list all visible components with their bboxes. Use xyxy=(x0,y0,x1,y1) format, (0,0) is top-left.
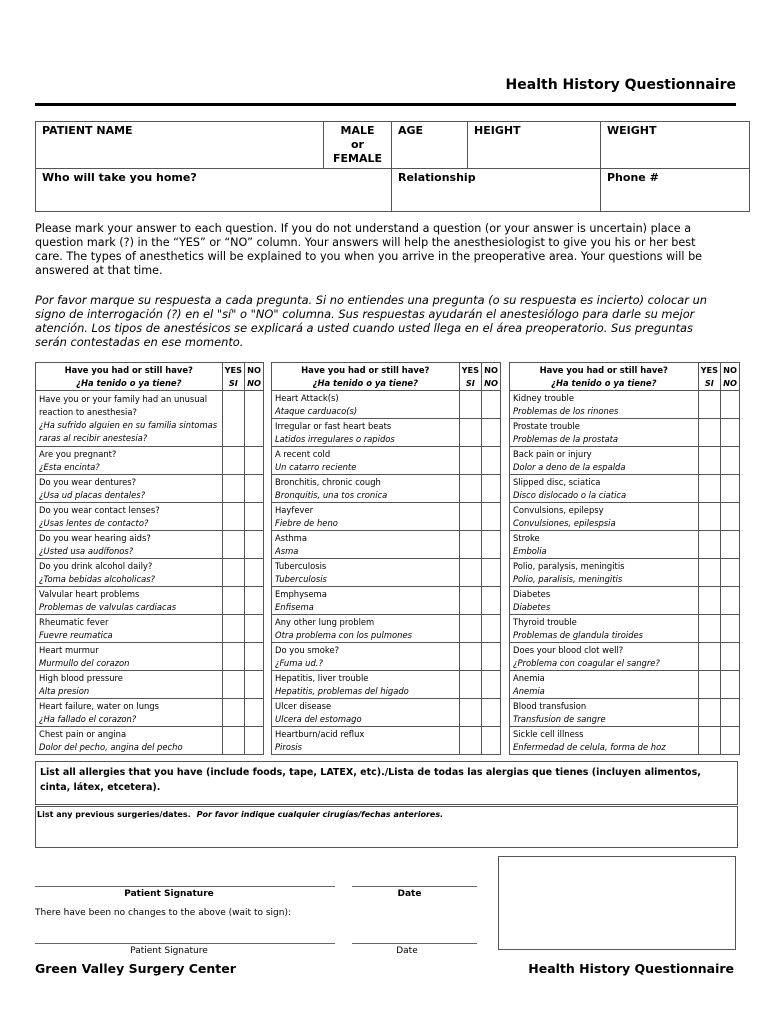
no-checkbox[interactable] xyxy=(721,643,740,671)
question-row xyxy=(36,587,264,615)
question-en: Slipped disc, sciatica xyxy=(513,476,601,487)
yes-checkbox[interactable] xyxy=(459,447,481,475)
yes-header xyxy=(222,363,244,391)
question-row xyxy=(272,475,501,503)
question-en: Convulsions, epilepsy xyxy=(513,504,604,515)
question-header xyxy=(36,363,223,391)
question-es: Disco dislocado o la ciatica xyxy=(513,489,627,500)
question-en: Hayfever xyxy=(275,504,314,515)
question-es: Fuevre reumatica xyxy=(39,629,113,640)
yes-header xyxy=(459,363,481,391)
question-en: Heart Attack(s) xyxy=(275,392,339,403)
question-en: Do you wear hearing aids? xyxy=(39,532,151,543)
question-row xyxy=(272,615,501,643)
surgeries-label: List any previous surgeries/dates. xyxy=(37,810,191,819)
question-row xyxy=(510,615,740,643)
yes-checkbox[interactable] xyxy=(459,419,481,447)
yes-checkbox[interactable] xyxy=(222,391,244,447)
title-rule xyxy=(35,103,736,106)
question-es: Fiebre de heno xyxy=(275,517,338,528)
si-label: SI xyxy=(228,377,238,388)
patient-signature-line-2[interactable] xyxy=(35,943,335,944)
yes-label: YES xyxy=(700,364,718,375)
yes-label: YES xyxy=(461,364,479,375)
question-header xyxy=(272,363,460,391)
question-text xyxy=(272,559,460,587)
question-en: Do you wear dentures? xyxy=(39,476,137,487)
question-row xyxy=(510,671,740,699)
no-checkbox[interactable] xyxy=(721,587,740,615)
question-text xyxy=(510,559,699,587)
question-header-es: ¿Ha tenido o ya tiene? xyxy=(76,377,182,388)
no-checkbox[interactable] xyxy=(721,391,740,419)
no-checkbox[interactable] xyxy=(482,503,501,531)
no-checkbox[interactable] xyxy=(245,447,264,475)
question-es: ¿Ha fallado el corazon? xyxy=(39,713,137,724)
question-text xyxy=(510,447,699,475)
weight-label: WEIGHT xyxy=(607,124,657,137)
question-text xyxy=(272,671,460,699)
question-row xyxy=(36,559,264,587)
question-en: Heart murmur xyxy=(39,644,99,655)
no-checkbox[interactable] xyxy=(245,587,264,615)
question-text xyxy=(272,531,460,559)
question-en: Emphysema xyxy=(275,588,327,599)
no-checkbox[interactable] xyxy=(245,475,264,503)
question-en: Back pain or injury xyxy=(513,448,592,459)
question-es: Alta presion xyxy=(39,685,90,696)
date-line[interactable] xyxy=(352,886,477,887)
question-text xyxy=(272,419,460,447)
question-es: Diabetes xyxy=(513,601,551,612)
no-es-label: NO xyxy=(247,377,261,388)
question-en: High blood pressure xyxy=(39,672,123,683)
question-row xyxy=(510,587,740,615)
footer-organization: Green Valley Surgery Center xyxy=(35,961,236,976)
no-es-label: NO xyxy=(723,377,737,388)
question-text xyxy=(36,531,223,559)
no-checkbox[interactable] xyxy=(245,503,264,531)
relationship-label: Relationship xyxy=(398,171,476,184)
question-en: Diabetes xyxy=(513,588,551,599)
question-es: ¿Usa ud placas dentales? xyxy=(39,489,146,500)
question-text xyxy=(272,475,460,503)
question-es: ¿Usas lentes de contacto? xyxy=(39,517,149,528)
who-home-label: Who will take you home? xyxy=(42,171,197,184)
no-checkbox[interactable] xyxy=(482,391,501,419)
yes-checkbox[interactable] xyxy=(459,615,481,643)
instructions-english: Please mark your answer to each question. If you do not understand a question (or your answer is uncertain) place a question mark (?) in the “YES” or “NO” column. Your answers will help the anesthesiologist to give you his or her best care. The types of anesthetics will be explained to you when you arrive in the preoperative area. Your questions will be answered at that time. xyxy=(35,222,703,277)
no-checkbox[interactable] xyxy=(721,475,740,503)
question-en: Irregular or fast heart beats xyxy=(275,420,392,431)
question-header-en: Have you had or still have? xyxy=(301,364,430,375)
question-text xyxy=(272,615,460,643)
question-row xyxy=(510,391,740,419)
question-table-2 xyxy=(271,362,501,755)
no-checkbox[interactable] xyxy=(482,447,501,475)
no-checkbox[interactable] xyxy=(721,699,740,727)
question-en: Do you wear contact lenses? xyxy=(39,504,160,515)
yes-checkbox[interactable] xyxy=(222,447,244,475)
question-row xyxy=(272,587,501,615)
yes-checkbox[interactable] xyxy=(459,671,481,699)
footer-form-title: Health History Questionnaire xyxy=(528,961,734,976)
yes-checkbox[interactable] xyxy=(222,559,244,587)
yes-checkbox[interactable] xyxy=(459,559,481,587)
date-label: Date xyxy=(397,889,422,899)
question-row xyxy=(510,643,740,671)
question-es: Latidos irregulares o rapidos xyxy=(275,433,395,444)
no-checkbox[interactable] xyxy=(482,699,501,727)
question-text xyxy=(36,699,223,727)
no-checkbox[interactable] xyxy=(245,559,264,587)
no-checkbox[interactable] xyxy=(482,531,501,559)
question-es: Un catarro reciente xyxy=(275,461,357,472)
question-en: Sickle cell illness xyxy=(513,728,584,739)
yes-checkbox[interactable] xyxy=(698,587,720,615)
question-text xyxy=(36,587,223,615)
no-checkbox[interactable] xyxy=(721,671,740,699)
question-text xyxy=(272,727,460,755)
question-row xyxy=(36,531,264,559)
question-en: Bronchitis, chronic cough xyxy=(275,476,381,487)
question-table-1 xyxy=(35,362,264,755)
question-text xyxy=(510,419,699,447)
yes-checkbox[interactable] xyxy=(222,615,244,643)
question-row xyxy=(510,503,740,531)
no-checkbox[interactable] xyxy=(721,727,740,755)
question-en: Heartburn/acid reflux xyxy=(275,728,365,739)
no-checkbox[interactable] xyxy=(482,615,501,643)
question-header-en: Have you had or still have? xyxy=(539,364,668,375)
question-es: Asma xyxy=(275,545,299,556)
question-text xyxy=(36,391,223,447)
patient-signature-label: Patient Signature xyxy=(124,889,214,899)
question-es: Dolor del pecho, angina del pecho xyxy=(39,741,183,752)
no-checkbox[interactable] xyxy=(245,727,264,755)
question-text xyxy=(36,559,223,587)
question-en: A recent cold xyxy=(275,448,331,459)
surgeries-box[interactable] xyxy=(35,806,738,848)
instructions-spanish: Por favor marque su respuesta a cada pregunta. Si no entiendes una pregunta (o su respuesta es incierto) colocar un signo de interrogación (?) en el "sí" o "NO" columna. Sus respuestas ayudarán el anestesiólogo para darle su mejor atención. Los tipos de anestésicos se explicará a usted cuando usted llega en el área preoperatorio. Sus preguntas serán contestadas en ese momento. xyxy=(35,293,708,349)
question-es: Enfisema xyxy=(275,601,314,612)
question-en: Valvular heart problems xyxy=(39,588,140,599)
question-text xyxy=(36,671,223,699)
question-en: Blood transfusion xyxy=(513,700,587,711)
yes-checkbox[interactable] xyxy=(698,419,720,447)
question-text xyxy=(36,727,223,755)
question-text xyxy=(510,531,699,559)
question-es: Enfermedad de celula, forma de hoz xyxy=(513,741,666,752)
yes-checkbox[interactable] xyxy=(459,531,481,559)
question-row xyxy=(510,447,740,475)
question-row xyxy=(272,699,501,727)
question-en: Asthma xyxy=(275,532,307,543)
yes-checkbox[interactable] xyxy=(698,559,720,587)
yes-checkbox[interactable] xyxy=(698,699,720,727)
age-field[interactable] xyxy=(392,122,468,169)
question-text xyxy=(272,391,460,419)
question-es: ¿Esta encinta? xyxy=(39,461,100,472)
question-row xyxy=(272,559,501,587)
yes-checkbox[interactable] xyxy=(698,475,720,503)
no-checkbox[interactable] xyxy=(721,447,740,475)
question-text xyxy=(272,643,460,671)
question-en: Kidney trouble xyxy=(513,392,574,403)
or-label: or xyxy=(351,138,364,151)
question-en: Do you smoke? xyxy=(275,644,340,655)
question-row xyxy=(510,531,740,559)
question-row xyxy=(510,559,740,587)
question-text xyxy=(36,615,223,643)
yes-header xyxy=(698,363,720,391)
question-row xyxy=(36,671,264,699)
patient-info-table xyxy=(35,121,750,212)
question-en: Tuberculosis xyxy=(275,560,327,571)
who-home-field[interactable] xyxy=(36,169,392,212)
question-es: Embolia xyxy=(513,545,547,556)
no-header xyxy=(245,363,264,391)
question-en: Does your blood clot well? xyxy=(513,644,624,655)
question-text xyxy=(36,475,223,503)
question-row xyxy=(510,475,740,503)
question-text xyxy=(36,643,223,671)
no-checkbox[interactable] xyxy=(245,391,264,447)
question-en: Anemia xyxy=(513,672,545,683)
question-text xyxy=(510,699,699,727)
question-row xyxy=(36,503,264,531)
yes-checkbox[interactable] xyxy=(459,643,481,671)
office-stamp-box xyxy=(498,856,736,950)
question-en: Stroke xyxy=(513,532,540,543)
yes-checkbox[interactable] xyxy=(222,531,244,559)
question-es: Pirosis xyxy=(275,741,302,752)
male-label: MALE xyxy=(340,124,375,137)
no-checkbox[interactable] xyxy=(482,643,501,671)
question-row xyxy=(36,699,264,727)
no-checkbox[interactable] xyxy=(245,699,264,727)
yes-checkbox[interactable] xyxy=(222,643,244,671)
date-line-2[interactable] xyxy=(352,943,477,944)
date-label-2: Date xyxy=(396,946,418,956)
question-es: ¿Usted usa audífonos? xyxy=(39,545,134,556)
question-row xyxy=(36,447,264,475)
question-row xyxy=(510,727,740,755)
yes-checkbox[interactable] xyxy=(222,503,244,531)
si-label: SI xyxy=(465,377,475,388)
question-row xyxy=(36,475,264,503)
question-en: Are you pregnant? xyxy=(39,448,117,459)
yes-checkbox[interactable] xyxy=(459,727,481,755)
no-checkbox[interactable] xyxy=(721,531,740,559)
question-es: Ulcera del estomago xyxy=(275,713,362,724)
question-text xyxy=(272,587,460,615)
question-text xyxy=(272,503,460,531)
question-row xyxy=(272,503,501,531)
question-text xyxy=(510,671,699,699)
yes-checkbox[interactable] xyxy=(698,391,720,419)
no-label: NO xyxy=(247,364,261,375)
patient-name-field[interactable] xyxy=(36,122,324,169)
question-es: Dolor a deno de la espalda xyxy=(513,461,626,472)
no-checkbox[interactable] xyxy=(721,419,740,447)
female-label: FEMALE xyxy=(332,152,382,165)
question-row xyxy=(510,419,740,447)
sex-field[interactable] xyxy=(324,122,392,169)
surgeries-label-es: Por favor indique cualquier cirugías/fechas anteriores. xyxy=(196,810,444,819)
question-row xyxy=(272,447,501,475)
question-text xyxy=(510,503,699,531)
question-en: Do you drink alcohol daily? xyxy=(39,560,153,571)
yes-checkbox[interactable] xyxy=(222,727,244,755)
no-checkbox[interactable] xyxy=(721,503,740,531)
yes-checkbox[interactable] xyxy=(698,615,720,643)
yes-checkbox[interactable] xyxy=(459,503,481,531)
patient-signature-label-2: Patient Signature xyxy=(130,946,208,956)
question-text xyxy=(510,587,699,615)
question-table-3 xyxy=(509,362,740,755)
question-text xyxy=(510,727,699,755)
question-en: Thyroid trouble xyxy=(513,616,577,627)
question-row xyxy=(36,391,264,447)
no-checkbox[interactable] xyxy=(245,531,264,559)
age-label: AGE xyxy=(398,124,424,137)
no-checkbox[interactable] xyxy=(721,559,740,587)
question-en: Heart failure, water on lungs xyxy=(39,700,159,711)
question-row xyxy=(510,699,740,727)
no-checkbox[interactable] xyxy=(482,587,501,615)
yes-checkbox[interactable] xyxy=(459,699,481,727)
question-es: Otra problema con los pulmones xyxy=(275,629,412,640)
question-header xyxy=(510,363,699,391)
weight-field[interactable] xyxy=(601,122,750,169)
question-row xyxy=(36,615,264,643)
question-header-es: ¿Ha tenido o ya tiene? xyxy=(551,377,657,388)
question-row xyxy=(272,419,501,447)
question-header-es: ¿Ha tenido o ya tiene? xyxy=(312,377,418,388)
question-es: ¿Toma bebidas alcoholicas? xyxy=(39,573,156,584)
yes-checkbox[interactable] xyxy=(698,727,720,755)
no-es-label: NO xyxy=(484,377,498,388)
question-text xyxy=(510,475,699,503)
yes-checkbox[interactable] xyxy=(698,643,720,671)
question-row xyxy=(272,391,501,419)
yes-checkbox[interactable] xyxy=(222,475,244,503)
question-es: Problemas de los rinones xyxy=(513,405,619,416)
yes-checkbox[interactable] xyxy=(459,391,481,419)
no-changes-text: There have been no changes to the above (wait to sign): xyxy=(35,908,291,918)
si-label: SI xyxy=(704,377,714,388)
no-checkbox[interactable] xyxy=(245,643,264,671)
question-text xyxy=(272,447,460,475)
question-es: Transfusion de sangre xyxy=(513,713,606,724)
question-text xyxy=(272,699,460,727)
no-checkbox[interactable] xyxy=(482,671,501,699)
no-checkbox[interactable] xyxy=(482,475,501,503)
question-row xyxy=(36,643,264,671)
yes-checkbox[interactable] xyxy=(698,503,720,531)
no-header xyxy=(482,363,501,391)
question-en: Any other lung problem xyxy=(275,616,375,627)
question-es: Polio, paralisis, meningitis xyxy=(513,573,623,584)
question-es: Problemas de glandula tiroides xyxy=(513,629,644,640)
question-es: Convulsiones, epilespsia xyxy=(513,517,616,528)
question-row xyxy=(272,671,501,699)
question-row xyxy=(272,727,501,755)
question-row xyxy=(36,727,264,755)
question-text xyxy=(510,643,699,671)
question-en: Ulcer disease xyxy=(275,700,332,711)
no-checkbox[interactable] xyxy=(245,671,264,699)
question-es: Hepatitis, problemas del higado xyxy=(275,685,409,696)
no-label: NO xyxy=(484,364,498,375)
question-text xyxy=(36,447,223,475)
question-es: Anemia xyxy=(513,685,545,696)
patient-signature-line[interactable] xyxy=(35,886,335,887)
question-en: Polio, paralysis, meningitis xyxy=(513,560,625,571)
question-es: Problemas de la prostata xyxy=(513,433,619,444)
question-en: Hepatitis, liver trouble xyxy=(275,672,369,683)
question-es: Problemas de valvulas cardiacas xyxy=(39,601,177,612)
yes-checkbox[interactable] xyxy=(698,671,720,699)
question-text xyxy=(36,503,223,531)
question-text xyxy=(510,615,699,643)
no-header xyxy=(721,363,740,391)
yes-checkbox[interactable] xyxy=(698,447,720,475)
question-es: Bronquitis, una tos cronica xyxy=(275,489,388,500)
yes-checkbox[interactable] xyxy=(222,671,244,699)
no-checkbox[interactable] xyxy=(482,419,501,447)
yes-checkbox[interactable] xyxy=(698,531,720,559)
phone-label: Phone # xyxy=(607,171,659,184)
no-checkbox[interactable] xyxy=(482,559,501,587)
yes-checkbox[interactable] xyxy=(459,475,481,503)
no-checkbox[interactable] xyxy=(721,615,740,643)
question-es: Ataque carduaco(s) xyxy=(275,405,358,416)
question-en: Chest pain or angina xyxy=(39,728,127,739)
allergies-label: List all allergies that you have (include foods, tape, LATEX, etc)./Lista de todas las alergias que tienes (incluyen alimentos, cinta, látex, etcetera). xyxy=(40,767,701,793)
yes-label: YES xyxy=(224,364,242,375)
question-text xyxy=(510,391,699,419)
question-en: Have you or your family had an unusual reaction to anesthesia? xyxy=(39,393,208,417)
question-header-en: Have you had or still have? xyxy=(64,364,193,375)
height-label: HEIGHT xyxy=(474,124,521,137)
patient-name-label: PATIENT NAME xyxy=(42,124,133,137)
page-title: Health History Questionnaire xyxy=(505,77,736,93)
yes-checkbox[interactable] xyxy=(222,587,244,615)
no-checkbox[interactable] xyxy=(245,615,264,643)
question-es: Tuberculosis xyxy=(275,573,327,584)
question-es: ¿Fuma ud.? xyxy=(275,657,323,668)
relationship-field[interactable] xyxy=(392,169,601,212)
no-checkbox[interactable] xyxy=(482,727,501,755)
phone-field[interactable] xyxy=(601,169,750,212)
height-field[interactable] xyxy=(468,122,601,169)
no-label: NO xyxy=(723,364,737,375)
allergies-box[interactable] xyxy=(35,761,738,805)
yes-checkbox[interactable] xyxy=(459,587,481,615)
question-es: Murmullo del corazon xyxy=(39,657,130,668)
yes-checkbox[interactable] xyxy=(222,699,244,727)
question-en: Rheumatic fever xyxy=(39,616,109,627)
question-row xyxy=(272,531,501,559)
question-es: ¿Ha sufrido alguien en su familia sintomas raras al recibir anestesia? xyxy=(39,419,218,443)
question-es: ¿Problema con coagular el sangre? xyxy=(513,657,660,668)
question-en: Prostate trouble xyxy=(513,420,580,431)
question-row xyxy=(272,643,501,671)
